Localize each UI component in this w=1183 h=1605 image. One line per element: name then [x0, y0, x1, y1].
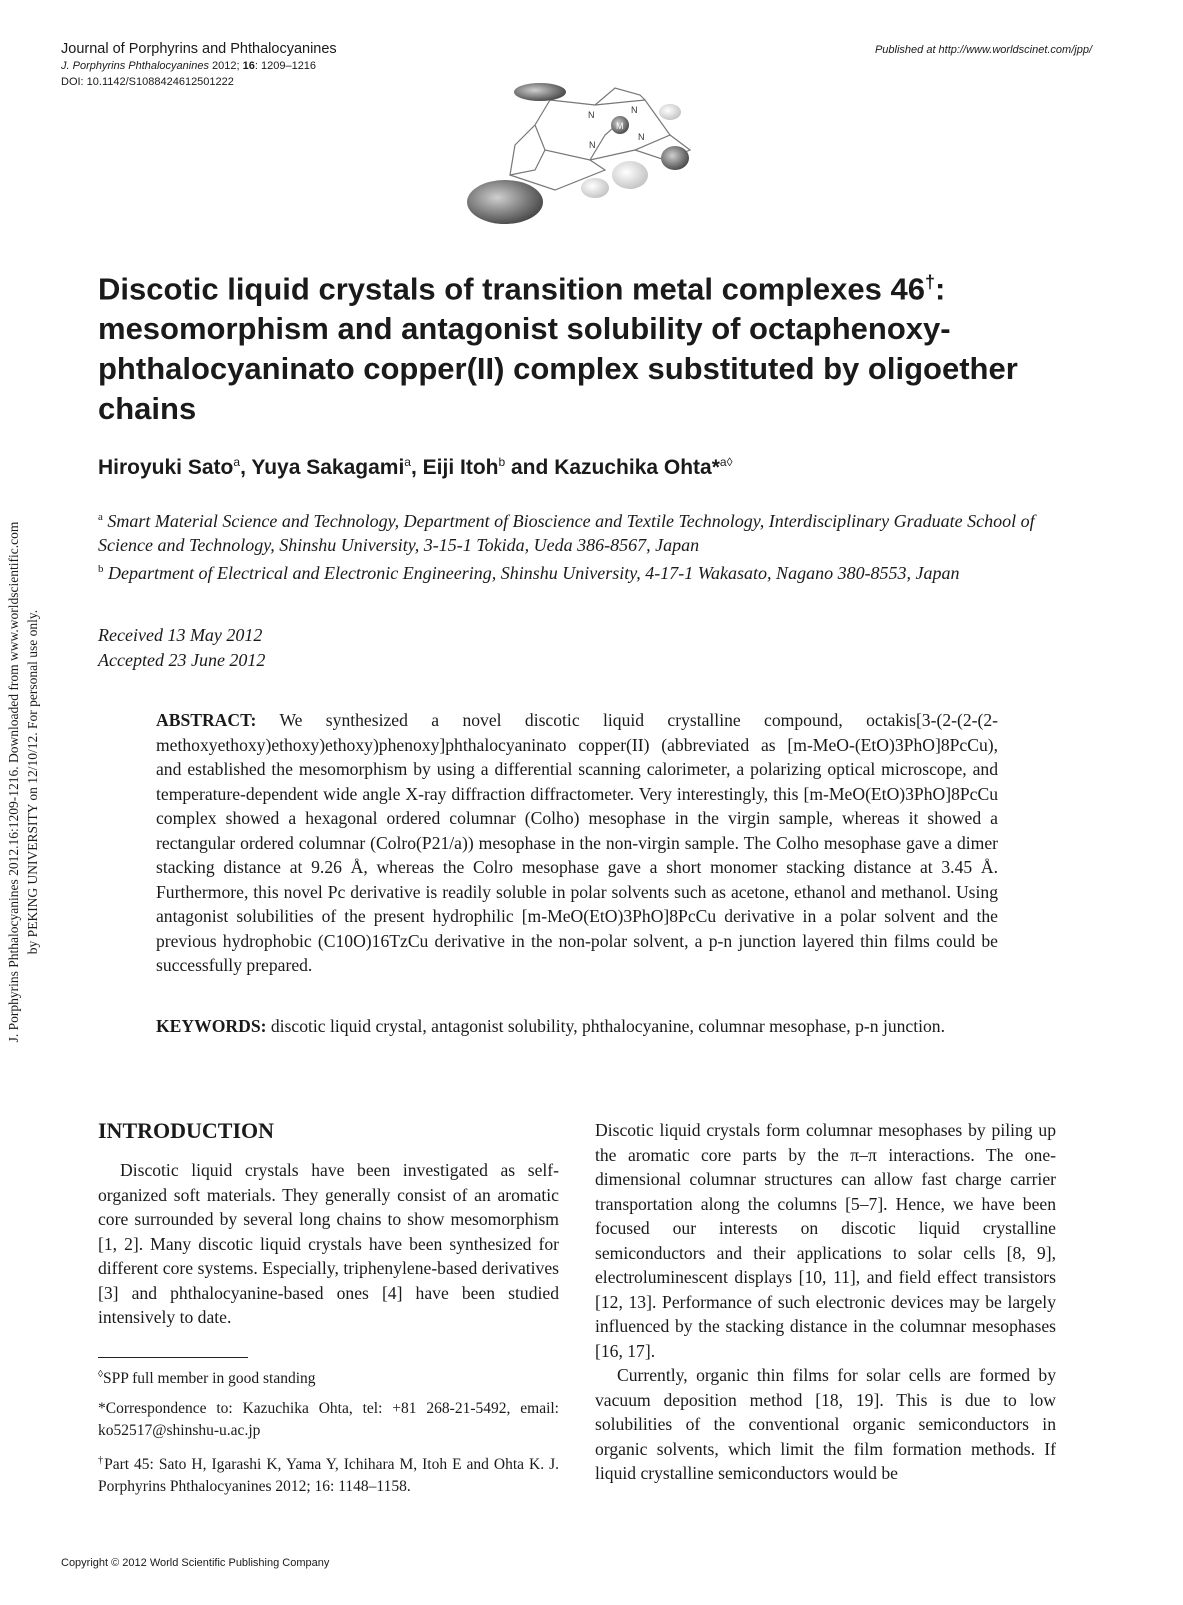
- affiliation-mark: b: [98, 563, 104, 575]
- logo-atom-n4: N: [589, 140, 596, 150]
- title-rest: mesomorphism and antagonist solubility of octaphenoxy-phthalocyaninato copper(II) complex substituted by oligoether chains: [98, 311, 1018, 427]
- journal-header: [61, 40, 337, 90]
- author-name: Eiji Itoh: [422, 456, 499, 479]
- logo-lobe-5: [659, 104, 681, 120]
- citation-year: 2012;: [212, 60, 240, 72]
- phthalocyanine-logo: [455, 80, 705, 240]
- keywords: [156, 1014, 998, 1039]
- footnote: [98, 1398, 559, 1442]
- author-affiliation-mark: a◊: [719, 455, 733, 469]
- citation-pages: : 1209–1216: [254, 60, 317, 72]
- download-notice-line-2: by PEKING UNIVERSITY on 12/10/12. For personal use only.: [25, 609, 40, 955]
- footnote-mark: ◊: [98, 1369, 103, 1380]
- keywords-label: KEYWORDS:: [156, 1016, 267, 1036]
- accepted-date: Accepted 23 June 2012: [98, 650, 266, 670]
- logo-lobe-6: [581, 178, 609, 198]
- title-colon: :: [934, 271, 946, 307]
- author-separator: ,: [410, 456, 423, 479]
- logo-lobe-2: [467, 180, 543, 224]
- footnote-mark: †: [98, 1455, 105, 1467]
- article-dates: [98, 623, 265, 673]
- abstract: [156, 708, 998, 978]
- citation: [61, 58, 337, 74]
- author-separator: ,: [240, 456, 252, 479]
- author-name: Yuya Sakagami: [251, 456, 405, 479]
- intro-right-paragraph-1: Discotic liquid crystals form columnar mesophases by piling up the aromatic core parts by the π–π interactions. The one-dimensional columnar structures can allow fast charge carrier transportation along the columns [5–7]. Hence, we have been focused our interests on discotic liquid crystalline semiconductors and their applications to solar cells [8, 9], electroluminescent displays [10, 11], and field effect transistors [12, 13]. Performance of such electronic devices may be largely influenced by the stacking distance in the columnar mesophases [16, 17].: [595, 1120, 1056, 1361]
- author-list: [98, 455, 733, 480]
- intro-left-paragraph: Discotic liquid crystals have been investigated as self-organized soft materials. They generally consist of an aromatic core surrounded by several long chains to show mesomorphism [1, 2]. Many discotic liquid crystals have been synthesized for different core systems. Especially, triphenylene-based derivatives [3] and phthalocyanine-based ones [4] have been studied intensively to date.: [98, 1160, 559, 1327]
- title-line-1: Discotic liquid crystals of transition metal complexes 46: [98, 271, 925, 307]
- logo-atom-m: M: [616, 121, 624, 131]
- download-notice-line-1: J. Porphyrins Phthalocyanines 2012.16:1209-1216. Downloaded from www.worldscientific.com: [6, 521, 21, 1043]
- article-title: [98, 262, 1048, 429]
- published-url[interactable]: Published at http://www.worldscinet.com/jpp/: [874, 44, 1092, 56]
- section-heading-introduction: INTRODUCTION: [98, 1118, 275, 1143]
- logo-lobe-1: [514, 83, 566, 101]
- author-name: Kazuchika Ohta*: [554, 456, 720, 479]
- journal-name: Journal of Porphyrins and Phthalocyanines: [61, 41, 337, 57]
- logo-lobe-3: [661, 146, 689, 170]
- footnote-text: SPP full member in good standing: [102, 1370, 316, 1388]
- logo-atom-n1: N: [588, 110, 595, 120]
- logo-atom-n2: N: [631, 105, 638, 115]
- author-affiliation-mark: b: [498, 455, 506, 469]
- affiliation: [98, 557, 1038, 585]
- keywords-text: discotic liquid crystal, antagonist solubility, phthalocyanine, columnar mesophase, p-n junction.: [270, 1016, 946, 1036]
- logo-atom-n3: N: [638, 132, 645, 142]
- author-name: Hiroyuki Sato: [98, 456, 234, 479]
- footnotes: [98, 1364, 559, 1506]
- received-date: Received 13 May 2012: [98, 625, 263, 645]
- intro-right-paragraph-2: Currently, organic thin films for solar cells are formed by vacuum deposition method [18, 19]. This is due to low solubilities of the conventional organic semiconductors in organic solvents, which limit the film formation methods. If liquid crystalline semiconductors would be: [595, 1365, 1056, 1483]
- footnote-text: Part 45: Sato H, Igarashi K, Yama Y, Ichihara M, Itoh E and Ohta K. J. Porphyrins Phthalocyanines 2012; 16: 1148–1158.: [98, 1456, 559, 1496]
- affiliations: [98, 505, 1038, 585]
- abstract-text: We synthesized a novel discotic liquid crystalline compound, octakis[3-(2-(2-(2-methoxyethoxy)ethoxy)ethoxy)phenoxy]phthalocyaninato copper(II) (abbreviated as [m-MeO-(EtO)3PhO]8PcCu), and established the mesomorphism by using a differential scanning calorimeter, a polarizing optical microscope, and temperature-dependent wide angle X-ray diffraction diffractometer. Very interestingly, this [m-MeO(EtO)3PhO]8PcCu complex showed a hexagonal ordered columnar (Colho) mesophase in the virgin sample, whereas it showed a rectangular ordered columnar (Colro(P21/a)) mesophase in the non-virgin sample. The Colho mesophase gave a dimer stacking distance at 9.26 Å, whereas the Colro mesophase gave a short monomer stacking distance at 3.45 Å. Furthermore, this novel Pc derivative is readily soluble in polar solvents such as acetone, ethanol and methanol. Using antagonist solubilities of the present hydrophilic [m-MeO(EtO)3PhO]8PcCu derivative in a polar solvent and the previous hydrophobic (C10O)16TzCu derivative in the non-polar solvent, a p-n junction layered thin films could be successfully prepared.: [156, 710, 998, 975]
- author-affiliation-mark: a: [404, 455, 411, 469]
- citation-volume: 16: [242, 60, 255, 72]
- footnote-divider: [98, 1357, 248, 1358]
- footnote: [98, 1450, 559, 1498]
- footnote: [98, 1364, 559, 1390]
- footnote-text: *Correspondence to: Kazuchika Ohta, tel: +81 268-21-5492, email: ko52517@shinshu-u.ac.jp: [98, 1400, 559, 1440]
- abstract-label: ABSTRACT:: [156, 710, 257, 730]
- affiliation: [98, 505, 1038, 557]
- affiliation-text: Smart Material Science and Technology, Department of Bioscience and Textile Technology, Interdisciplinary Graduate School of Science and Technology, Shinshu University, 3-15-1 Tokida, Ueda 386-8567, Japan: [98, 511, 1035, 555]
- author-separator: and: [505, 456, 555, 479]
- intro-right-column: [595, 1118, 1056, 1486]
- affiliation-text: Department of Electrical and Electronic Engineering, Shinshu University, 4-17-1 Wakasato, Nagano 380-8553, Japan: [103, 563, 960, 583]
- logo-lobe-4: [612, 161, 648, 189]
- copyright: Copyright © 2012 World Scientific Publishing Company: [61, 1557, 330, 1569]
- author-affiliation-mark: a: [233, 455, 241, 469]
- doi: DOI: 10.1142/S1088424612501222: [61, 76, 234, 88]
- download-notice: [4, 467, 42, 1097]
- citation-journal: J. Porphyrins Phthalocyanines: [61, 60, 209, 72]
- affiliation-mark: a: [98, 511, 103, 523]
- title-dagger: †: [924, 272, 935, 292]
